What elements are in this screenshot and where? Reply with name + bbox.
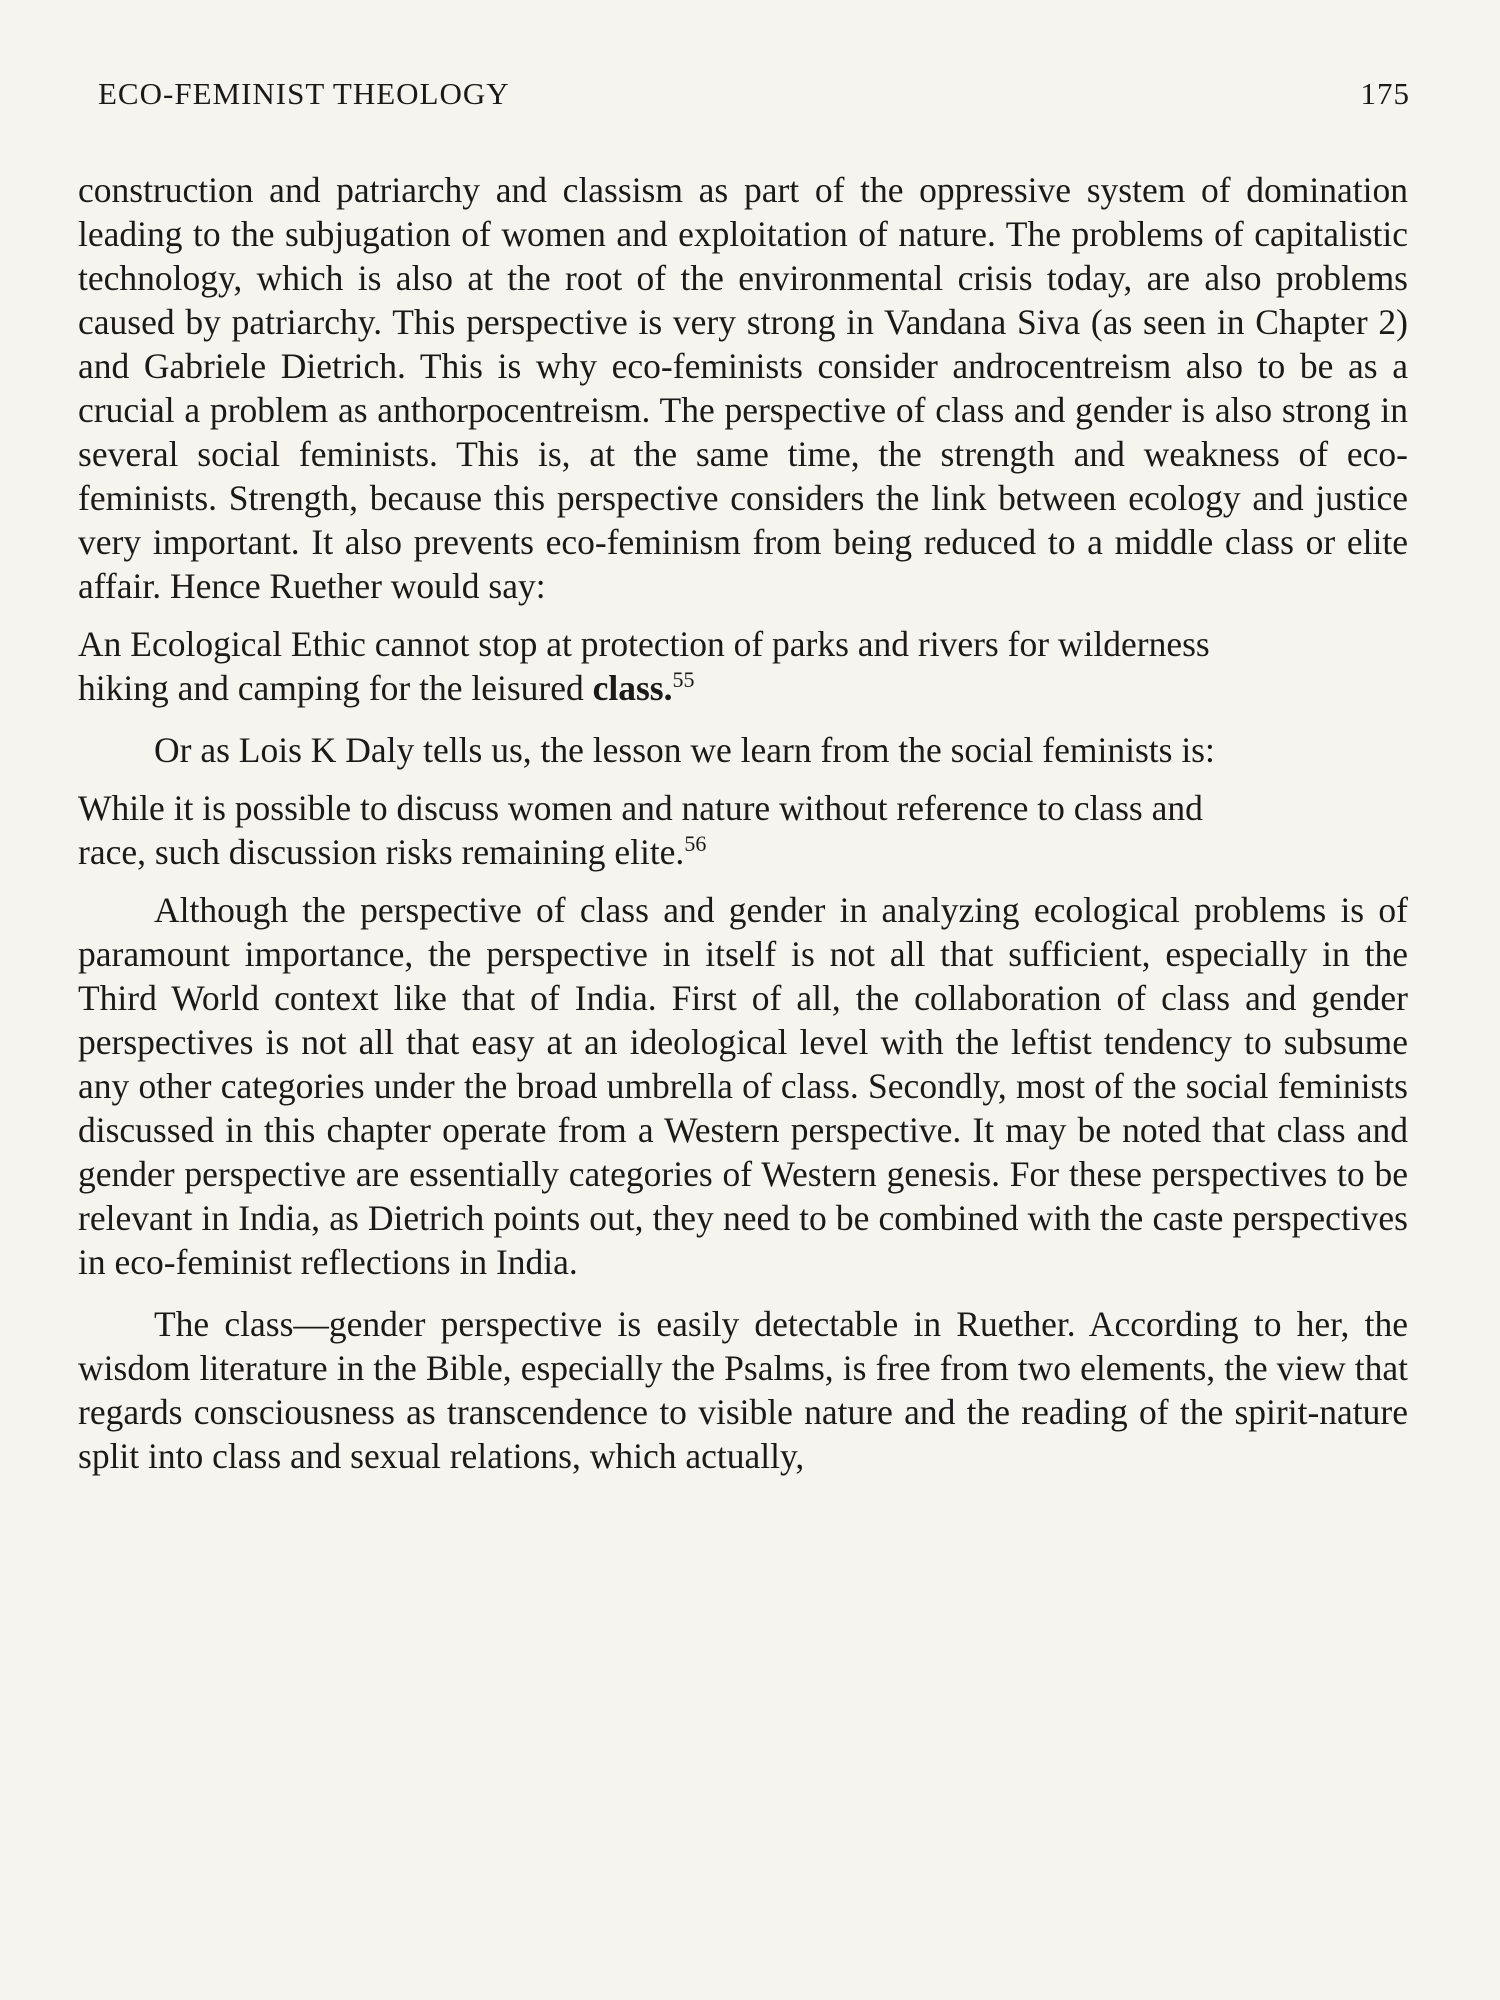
running-header — [98, 76, 1410, 116]
paragraph-2: Or as Lois K Daly tells us, the lesson we learn from the social feminists is: — [154, 730, 1215, 770]
paragraph-3: Although the perspective of class and gender in analyzing ecological problems is of paramount importance, the perspective in itself is not all that sufficient, especially in the Third World context like that of India. First of all, the collaboration of class and gender perspectives is not all that easy at an ideological level with the leftist tendency to subsume any other categories under the broad umbrella of class. Secondly, most of the social feminists discussed in this chapter operate from a Western perspective. It may be noted that class and gender perspective are essentially categories of Western genesis. For these perspectives to be relevant in India, as Dietrich points out, they need to be combined with the caste perspectives in eco-feminist reflections in India. — [78, 890, 1408, 1282]
paragraph-1: construction and patriarchy and classism as part of the oppressive system of domination leading to the subjugation of women and exploitation of nature. The problems of capitalistic technology, which is also at the root of the environmental crisis today, are also problems caused by patriarchy. This perspective is very strong in Vandana Siva (as seen in Chapter 2) and Gabriele Dietrich. This is why eco-feminists consider androcentreism also to be as a crucial a problem as anthorpocentreism. The perspective of class and gender is also strong in several social feminists. This is, at the same time, the strength and weakness of eco-feminists. Strength, because this perspective considers the link between ecology and justice very important. It also prevents eco-feminism from being reduced to a middle class or elite affair. Hence Ruether would say: — [78, 170, 1408, 606]
block-quote-1 — [78, 622, 1258, 710]
block-quote-2 — [78, 786, 1258, 874]
body-text — [78, 168, 1408, 1478]
footnote-ref-56: 56 — [684, 831, 707, 857]
block-quote-1-bold: class. — [592, 668, 673, 708]
chapter-title: ECO-FEMINIST THEOLOGY — [98, 76, 510, 111]
paragraph-4: The class—gender perspective is easily detectable in Ruether. According to her, the wisdom literature in the Bible, especially the Psalms, is free from two elements, the view that regards consciousness as transcendence to visible nature and the reading of the spirit-nature split into class and sexual relations, which actually, — [78, 1304, 1408, 1476]
page-number: 175 — [1360, 76, 1410, 111]
block-quote-1-text: An Ecological Ethic cannot stop at protection of parks and rivers for wilderness hiking and camping for the leisured — [78, 624, 1210, 708]
footnote-ref-55: 55 — [672, 667, 695, 693]
block-quote-2-text: While it is possible to discuss women and nature without reference to class and race, such discussion risks remaining elite. — [78, 788, 1203, 872]
